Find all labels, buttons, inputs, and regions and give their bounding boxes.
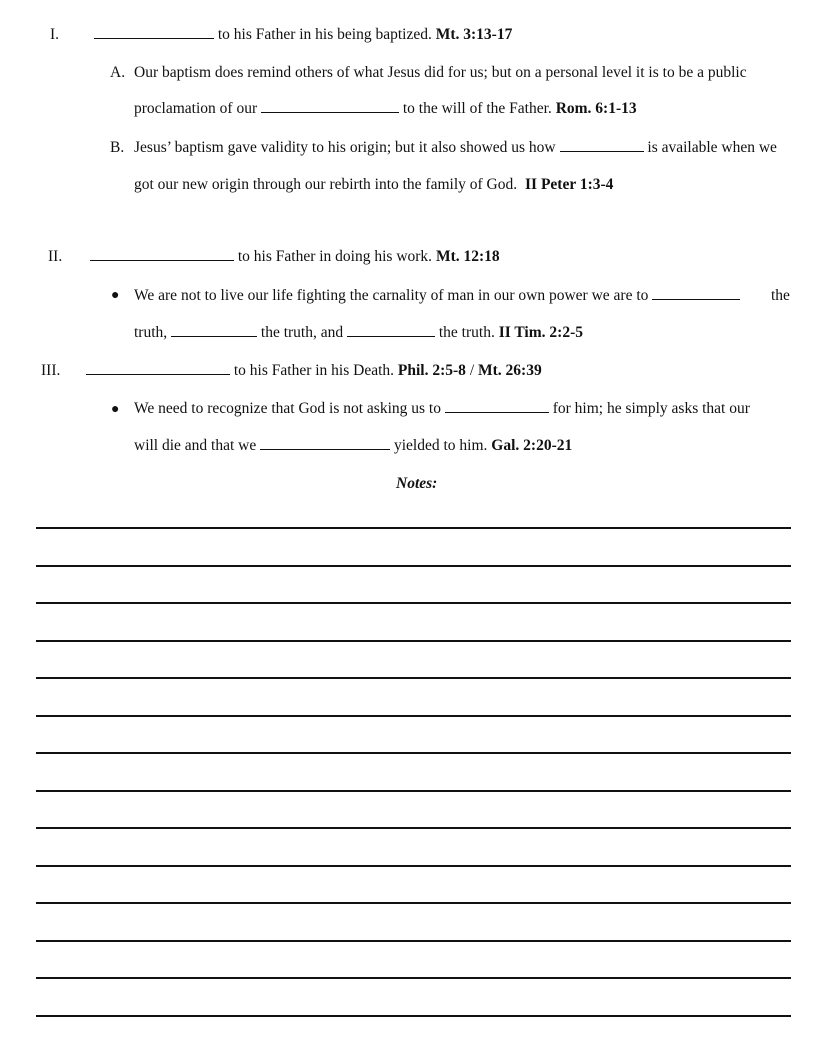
ref-separator: / <box>469 362 475 379</box>
scripture-ref: II Peter 1:3-4 <box>525 176 614 193</box>
section1-text: to his Father in his being baptized. <box>217 26 432 43</box>
section3-bullet-line2-after: yielded to him. <box>394 437 488 454</box>
section3-numeral: III. <box>41 362 61 379</box>
section3-bullet-line1 <box>134 400 750 418</box>
section2-numeral: II. <box>48 248 63 265</box>
notes-line[interactable] <box>36 827 791 829</box>
section1-b-letter: B. <box>110 139 125 156</box>
section1-numeral: I. <box>50 26 60 43</box>
section1-b-line2-text: got our new origin through our rebirth into the family of God. <box>134 176 518 193</box>
bullet-dot: ● <box>111 402 120 417</box>
notes-heading: Notes: <box>396 475 438 492</box>
section2-bullet-line2 <box>134 324 583 342</box>
section1-b-line1-before: Jesus’ baptism gave validity to his origin; but it also showed us how <box>134 139 556 156</box>
notes-line[interactable] <box>36 977 791 979</box>
scripture-ref: Phil. 2:5-8 <box>397 362 466 379</box>
section1-a-line2-before: proclamation of our <box>134 100 258 117</box>
section3-bullet-line2-before: will die and that we <box>134 437 257 454</box>
notes-line[interactable] <box>36 902 791 904</box>
notes-line[interactable] <box>36 940 791 942</box>
section3-line <box>86 362 542 380</box>
section1-a-line1: Our baptism does remind others of what Jesus did for us; but on a personal level it is to be a public <box>134 64 747 81</box>
notes-line[interactable] <box>36 527 791 529</box>
section1-b-line2 <box>134 176 613 194</box>
blank-field[interactable] <box>94 37 214 39</box>
notes-line[interactable] <box>36 640 791 642</box>
section2-bullet-part3: the truth. <box>438 324 495 341</box>
section2-bullet-line1-after: the <box>771 287 790 304</box>
section2-bullet-line1 <box>134 287 740 305</box>
notes-line[interactable] <box>36 865 791 867</box>
section2-bullet-part1: truth, <box>134 324 168 341</box>
notes-line[interactable] <box>36 790 791 792</box>
blank-field[interactable] <box>86 373 230 375</box>
scripture-ref: Mt. 3:13-17 <box>435 26 513 43</box>
section2-bullet-part2: the truth, and <box>260 324 344 341</box>
scripture-ref: II Tim. 2:2-5 <box>498 324 583 341</box>
section3-bullet-line2 <box>134 437 572 455</box>
notes-line[interactable] <box>36 1015 791 1017</box>
section1-b-line1-after: is available when we <box>647 139 777 156</box>
bullet-dot: ● <box>111 288 120 303</box>
scripture-ref: Mt. 12:18 <box>435 248 500 265</box>
section1-line <box>94 26 512 44</box>
blank-field[interactable] <box>560 150 644 152</box>
blank-field[interactable] <box>261 111 399 113</box>
blank-field[interactable] <box>260 448 390 450</box>
blank-field[interactable] <box>445 411 549 413</box>
section3-bullet-line1-after: for him; he simply asks that our <box>552 400 750 417</box>
section1-a-line2-after: to the will of the Father. <box>402 100 552 117</box>
blank-field[interactable] <box>171 335 257 337</box>
section1-a-letter: A. <box>110 64 126 81</box>
section1-a-line2 <box>134 100 637 118</box>
section1-b-line1 <box>134 139 777 157</box>
scripture-ref: Rom. 6:1-13 <box>555 100 637 117</box>
notes-line[interactable] <box>36 677 791 679</box>
notes-line[interactable] <box>36 602 791 604</box>
section2-line <box>90 248 500 266</box>
blank-field[interactable] <box>90 259 234 261</box>
blank-field[interactable] <box>652 298 740 300</box>
notes-line[interactable] <box>36 715 791 717</box>
notes-line[interactable] <box>36 565 791 567</box>
section2-bullet-line1-before: We are not to live our life fighting the carnality of man in our own power we are to <box>134 287 649 304</box>
scripture-ref: Gal. 2:20-21 <box>491 437 573 454</box>
notes-line[interactable] <box>36 752 791 754</box>
section3-text: to his Father in his Death. <box>233 362 395 379</box>
scripture-ref: Mt. 26:39 <box>478 362 542 379</box>
section3-bullet-line1-before: We need to recognize that God is not asking us to <box>134 400 441 417</box>
section2-text: to his Father in doing his work. <box>237 248 433 265</box>
blank-field[interactable] <box>347 335 435 337</box>
